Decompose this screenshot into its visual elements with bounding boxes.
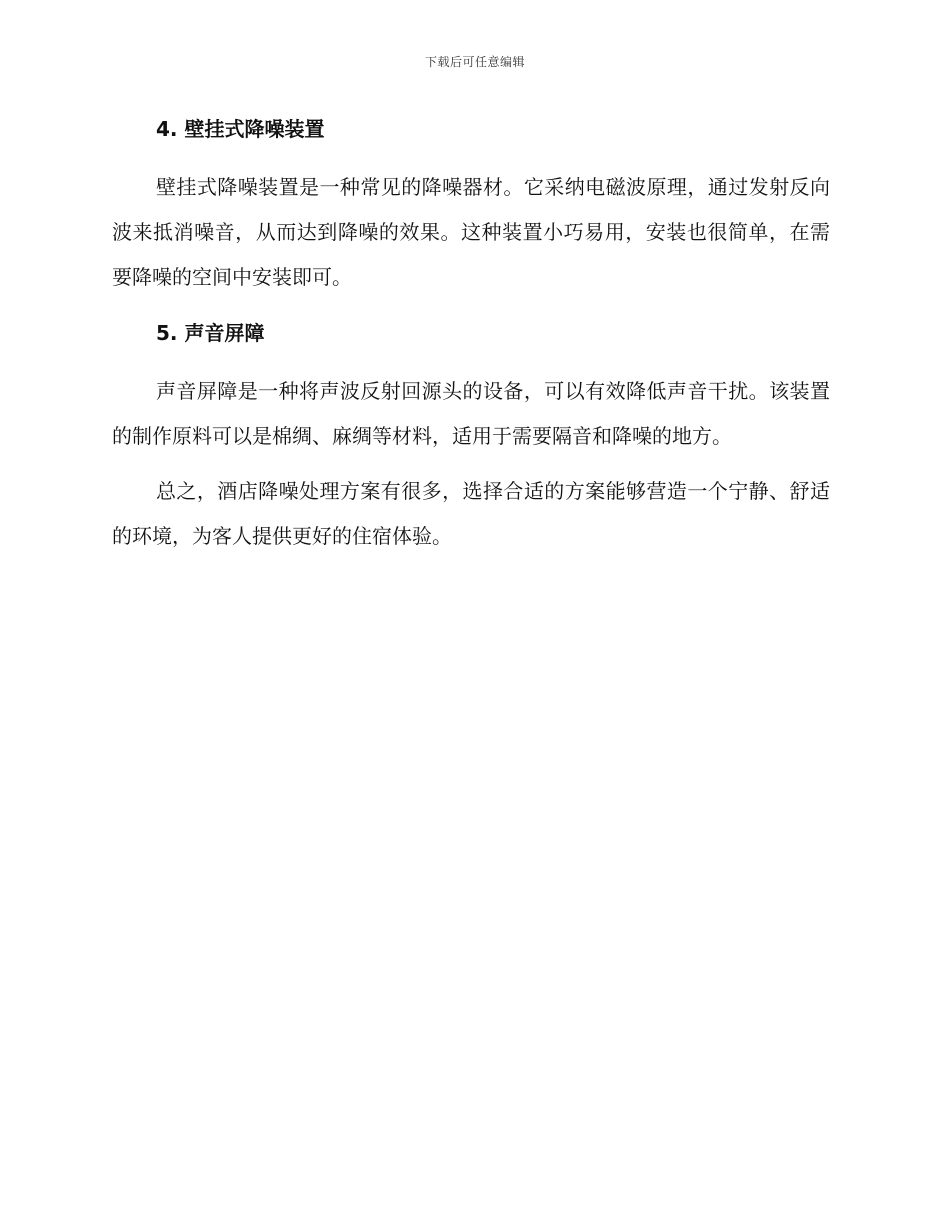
section-paragraph: 壁挂式降噪装置是一种常见的降噪器材。它采纳电磁波原理，通过发射反向波来抵消噪音，从而达到降噪的效果。这种装置小巧易用，安装也很简单，在需要降噪的空间中安装即可。 [112,175,830,289]
page-header-note: 下载后可任意编辑 [424,55,525,69]
section-heading: 5. 声音屏障 [156,321,265,345]
document-body [112,112,830,559]
section-sound-barrier [112,316,830,459]
section-paragraph: 声音屏障是一种将声波反射回源头的设备，可以有效降低声音干扰。该装置的制作原料可以是棉绸、麻绸等材料，适用于需要隔音和降噪的地方。 [112,379,830,448]
section-wall-mounted-device [112,112,830,300]
section-heading: 4. 壁挂式降噪装置 [156,117,325,141]
conclusion-paragraph: 总之，酒店降噪处理方案有很多，选择合适的方案能够营造一个宁静、舒适的环境，为客人提供更好的住宿体验。 [112,479,830,548]
